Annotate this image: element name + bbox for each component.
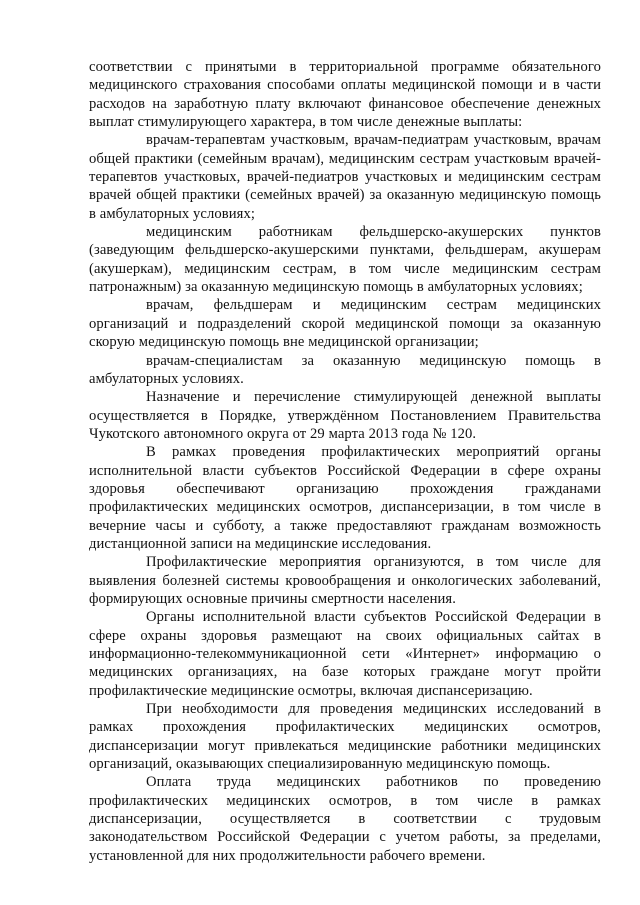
paragraph-payment-order: Назначение и перечисление стимулирующей денежной выплаты осуществляется в Порядке, утверждённом Постановлением Правительства Чукотского автономного округа от 29 марта 2013 года № 120. (89, 389, 601, 442)
paragraph-internet-info: Органы исполнительной власти субъектов Российской Федерации в сфере охраны здоровья размещают на своих официальных сайтах в информационно-телекоммуникационной сети «Интернет» информацию о медицинских организациях, на базе которых граждане могут пройти профилактические медицинские осмотры, включая диспансеризацию. (89, 609, 601, 699)
document-body (89, 58, 601, 865)
paragraph-labor-payment: Оплата труда медицинских работников по проведению профилактических медицинских осмотров, в том числе в рамках диспансеризации, осуществляется в соответствии с трудовым законодательством Российской Федерации с учетом работы, за пределами, установленной для них продолжительности рабочего времени. (89, 774, 601, 864)
paragraph-preventive-goals: Профилактические мероприятия организуются, в том числе для выявления болезней системы кровообращения и онкологических заболеваний, формирующих основные причины смертности населения. (89, 554, 601, 607)
paragraph-specialized-staff: При необходимости для проведения медицинских исследований в рамках прохождения профилактических медицинских осмотров, диспансеризации могут привлекаться медицинские работники медицинских организаций, оказывающих специализированную медицинскую помощь. (89, 701, 601, 773)
paragraph-therapists: врачам-терапевтам участковым, врачам-педиатрам участковым, врачам общей практики (семейным врачам), медицинским сестрам участковым врачей-терапевтов участковых, врачей-педиатров участковых и медицинским сестрам врачей общей практики (семейных врачей) за оказанную медицинскую помощь в амбулаторных условиях; (89, 132, 601, 222)
paragraph-specialists: врачам-специалистам за оказанную медицинскую помощь в амбулаторных условиях. (89, 352, 601, 387)
paragraph-continuation: соответствии с принятыми в территориальной программе обязательного медицинского страхования способами оплаты медицинской помощи и в части расходов на заработную плату включают финансовое обеспечение денежных выплат стимулирующего характера, в том числе денежные выплаты: (89, 59, 601, 131)
paragraph-emergency: врачам, фельдшерам и медицинским сестрам медицинских организаций и подразделений скорой медицинской помощи за оказанную скорую медицинскую помощь вне медицинской организации; (89, 297, 601, 351)
paragraph-feldsher-points: медицинским работникам фельдшерско-акушерских пунктов (заведующим фельдшерско-акушерскими пунктами, фельдшерам, акушерам (акушеркам), медицинским сестрам, в том числе медицинским сестрам патронажным) за оказанную медицинскую помощь в амбулаторных условиях; (89, 224, 601, 296)
paragraph-preventive-measures: В рамках проведения профилактических мероприятий органы исполнительной власти субъектов Российской Федерации в сфере охраны здоровья обеспечивают организацию прохождения гражданами профилактических медицинских осмотров, диспансеризации, в том числе в вечерние часы и субботу, а также предоставляют гражданам возможность дистанционной записи на медицинские исследования. (89, 444, 601, 552)
